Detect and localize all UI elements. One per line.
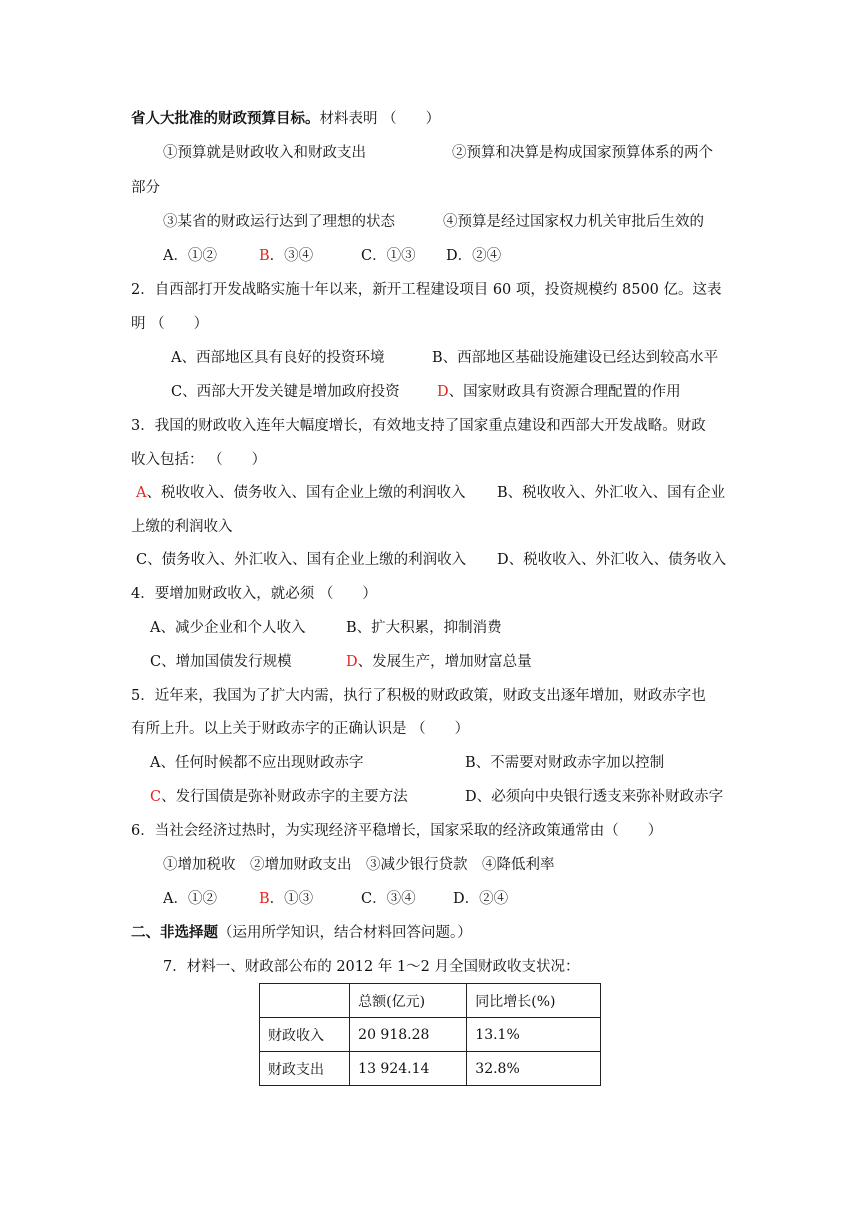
q6-options: ①增加税收 ②增加财政支出 ③减少银行贷款 ④降低利率 [163, 857, 555, 873]
q5-option-a: A、任何时候都不应出现财政赤字 [150, 755, 364, 771]
q6-answer-a: A．①② [163, 891, 217, 907]
q4-option-a: A、减少企业和个人收入 [150, 620, 306, 636]
q4-option-d-text: 、发展生产，增加财富总量 [357, 654, 532, 670]
q1-answer-b-letter: B [259, 248, 270, 264]
q3-option-d: D、税收收入、外汇收入、债务收入 [497, 552, 727, 568]
q3-stem-cont: 收入包括： （ ） [131, 452, 267, 468]
q4-option-c: C、增加国债发行规模 [150, 654, 292, 670]
q5-stem: 5．近年来，我国为了扩大内需，执行了积极的财政政策，财政支出逐年增加，财政赤字也 [131, 688, 706, 704]
q5-option-d: D、必须向中央银行透支来弥补财政赤字 [465, 789, 724, 805]
table-cell: 财政收入 [260, 1018, 350, 1052]
intro-bold: 省人大批准的财政预算目标。 [131, 110, 320, 127]
finance-table [259, 983, 601, 1086]
q1-opt4: ④预算是经过国家权力机关审批后生效的 [443, 214, 704, 230]
q3-option-b-cont: 上缴的利润收入 [131, 519, 233, 535]
q3-option-b: B、税收收入、外汇收入、国有企业 [497, 485, 726, 501]
q3-option-c: C、债务收入、外汇收入、国有企业上缴的利润收入 [136, 552, 467, 568]
table-row [260, 1018, 601, 1052]
q1-answer-b [259, 246, 313, 266]
table-cell: 财政支出 [260, 1052, 350, 1086]
table-header-cell: 同比增长(%) [467, 984, 601, 1018]
q7-stem: 7．材料一、财政部公布的 2012 年 1～2 月全国财政收支状况： [163, 959, 580, 975]
q1-opt2-cont: 部分 [131, 180, 160, 196]
q6-stem: 6．当社会经济过热时，为实现经济平稳增长，国家采取的经济政策通常由（ ） [131, 823, 663, 839]
section2-rest: （运用所学知识，结合材料回答问题。） [218, 925, 472, 941]
q2-stem-cont: 明 （ ） [131, 316, 209, 332]
table-header-cell: 总额(亿元) [350, 984, 467, 1018]
q2-option-d-letter: D [437, 384, 449, 400]
q3-option-a [136, 483, 465, 503]
q1-answer-c: C．①③ [361, 248, 416, 264]
section2-heading [131, 923, 472, 943]
q3-stem: 3．我国的财政收入连年大幅度增长，有效地支持了国家重点建设和西部大开发战略。财政 [131, 418, 706, 434]
q4-option-d-letter: D [346, 654, 358, 670]
q2-option-a: A、西部地区具有良好的投资环境 [171, 350, 385, 366]
q2-stem: 2．自西部打开发战略实施十年以来，新开工程建设项目 60 项，投资规模约 8500 亿。这表 [131, 282, 722, 298]
q5-option-c-text: 、发行国债是弥补财政赤字的主要方法 [161, 789, 408, 805]
q1-opt3: ③某省的财政运行达到了理想的状态 [163, 214, 395, 230]
section2-bold: 二、非选择题 [131, 924, 218, 941]
q1-answer-a: A．①② [163, 248, 217, 264]
q5-option-c [150, 787, 408, 807]
q6-answer-c: C．③④ [361, 891, 416, 907]
q5-option-b: B、不需要对财政赤字加以控制 [465, 755, 665, 771]
q2-option-d-text: 、国家财政具有资源合理配置的作用 [448, 384, 681, 400]
table-header-cell [260, 984, 350, 1018]
table-header-row [260, 984, 601, 1018]
q2-option-c: C、西部大开发关键是增加政府投资 [171, 384, 400, 400]
table-cell: 13 924.14 [350, 1052, 467, 1086]
q4-option-b: B、扩大积累，抑制消费 [346, 620, 502, 636]
q5-stem-cont: 有所上升。以上关于财政赤字的正确认识是 （ ） [131, 721, 470, 737]
intro-rest: 材料表明 （ ） [319, 111, 441, 127]
table-cell: 13.1% [467, 1018, 601, 1052]
q6-answer-b-text: ．①③ [269, 891, 314, 907]
q1-answer-d: D．②④ [446, 248, 502, 264]
q4-stem: 4．要增加财政收入，就必须 （ ） [131, 586, 377, 602]
table-row [260, 1052, 601, 1086]
q6-answer-b-letter: B [259, 891, 270, 907]
q4-option-d [346, 652, 532, 672]
q1-answer-b-text: ．③④ [269, 248, 314, 264]
q6-answer-d: D．②④ [453, 891, 509, 907]
q2-option-d [437, 382, 681, 402]
q1-opt1: ①预算就是财政收入和财政支出 [163, 145, 366, 161]
q3-option-a-letter: A [136, 485, 147, 501]
q5-option-c-letter: C [150, 789, 162, 805]
table-cell: 20 918.28 [350, 1018, 467, 1052]
table-cell: 32.8% [467, 1052, 601, 1086]
q1-opt2: ②预算和决算是构成国家预算体系的两个 [452, 145, 713, 161]
intro-line [131, 109, 440, 129]
q2-option-b: B、西部地区基础设施建设已经达到较高水平 [432, 350, 719, 366]
q3-option-a-text: 、税收收入、债务收入、国有企业上缴的利润收入 [146, 485, 466, 501]
q6-answer-b [259, 889, 313, 909]
